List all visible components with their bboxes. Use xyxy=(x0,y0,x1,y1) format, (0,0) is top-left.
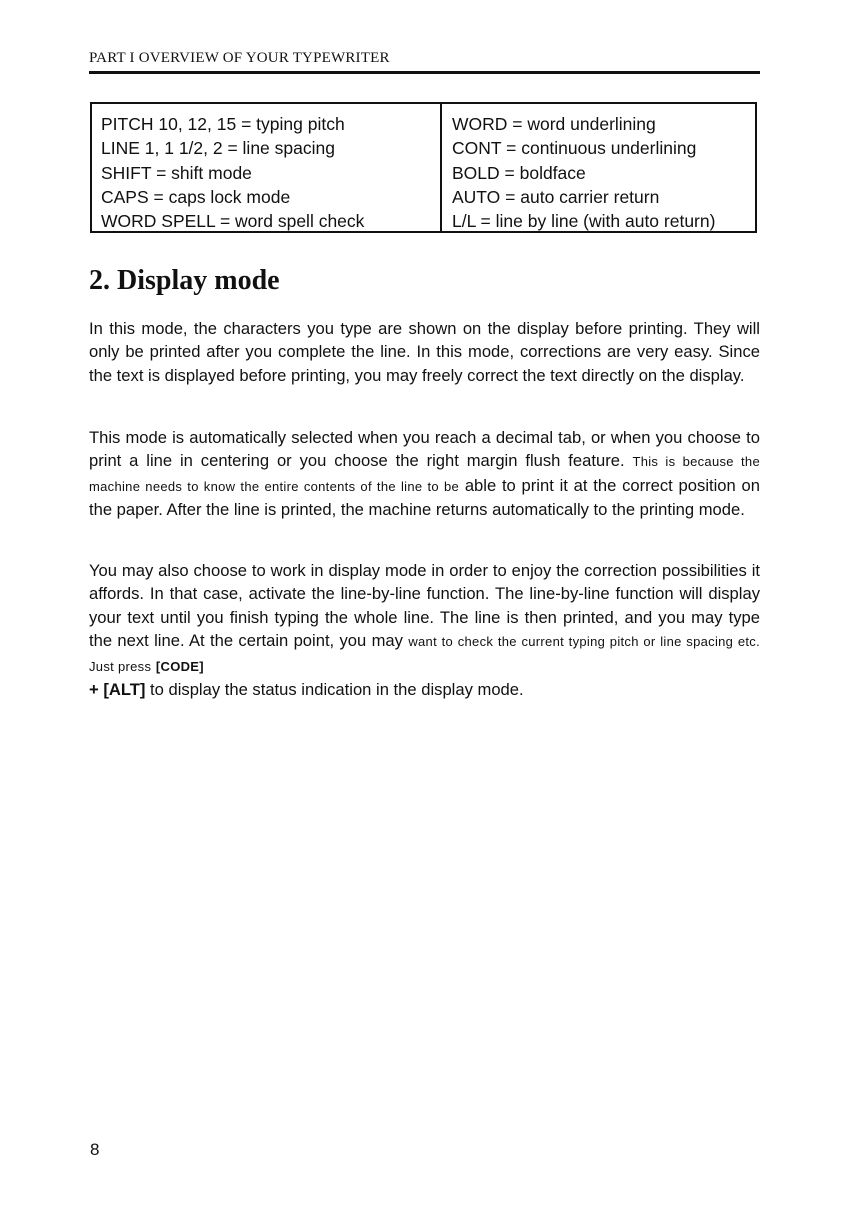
paragraph-3-text-c: to display the status indication in the display mode. xyxy=(150,680,524,700)
legend-item-shift: SHIFT = shift mode xyxy=(101,162,252,183)
legend-item-bold: BOLD = boldface xyxy=(452,162,586,183)
legend-item-line: LINE 1, 1 1/2, 2 = line spacing xyxy=(101,138,335,159)
paragraph-2-text-c: able to print it at the correct position on the paper. After the line is printed, the machine returns automatically to the printing mode. xyxy=(89,475,760,520)
paragraph-3 xyxy=(89,559,760,701)
legend-item-word: WORD = word underlining xyxy=(452,114,656,134)
running-header: PART I OVERVIEW OF YOUR TYPEWRITER xyxy=(89,50,390,66)
legend-item-auto: AUTO = auto carrier return xyxy=(452,186,660,207)
legend-item-word-spell: WORD SPELL = word spell check xyxy=(101,211,365,232)
legend-item-cont: CONT = continuous underlining xyxy=(452,138,697,159)
section-title: 2. Display mode xyxy=(89,265,280,296)
plus-sign: + xyxy=(89,680,99,700)
legend-left-column xyxy=(92,104,442,231)
page-number: 8 xyxy=(90,1140,100,1159)
paragraph-2 xyxy=(89,426,760,522)
status-legend-box xyxy=(90,102,757,233)
paragraph-3-small-line: want to check the current typing pitch or line spacing etc. Just press xyxy=(89,634,760,674)
alt-key-label: [ALT] xyxy=(103,680,146,700)
header-rule xyxy=(89,71,760,74)
paragraph-2-small-line: This is because the machine needs to know the entire contents of the line to be xyxy=(89,454,760,494)
paragraph-1: In this mode, the characters you type are shown on the display before printing. They will only be printed after you complete the line. In this mode, corrections are very easy. Since the text is displayed before printing, you may freely correct the text directly on the display. xyxy=(89,319,760,385)
legend-right-column xyxy=(442,104,755,231)
legend-item-caps: CAPS = caps lock mode xyxy=(101,186,291,207)
code-key-label: [CODE] xyxy=(155,658,204,674)
legend-item-pitch: PITCH 10, 12, 15 = typing pitch xyxy=(101,114,345,134)
legend-item-line-by-line: L/L = line by line (with auto return) xyxy=(452,211,716,232)
paragraph-2-text-a: This mode is automatically selected when you reach a decimal tab, or when you choose to print a line in centering or you choose the right margin flush feature. xyxy=(89,428,760,471)
paragraph-3-text-a: You may also choose to work in display mode in order to enjoy the correction possibilities it affords. In that case, activate the line-by-line function. The line-by-line function will display your text until you finish typing the whole line. The line is then printed, and you may type the next line. At the certain point, you may xyxy=(89,561,760,651)
